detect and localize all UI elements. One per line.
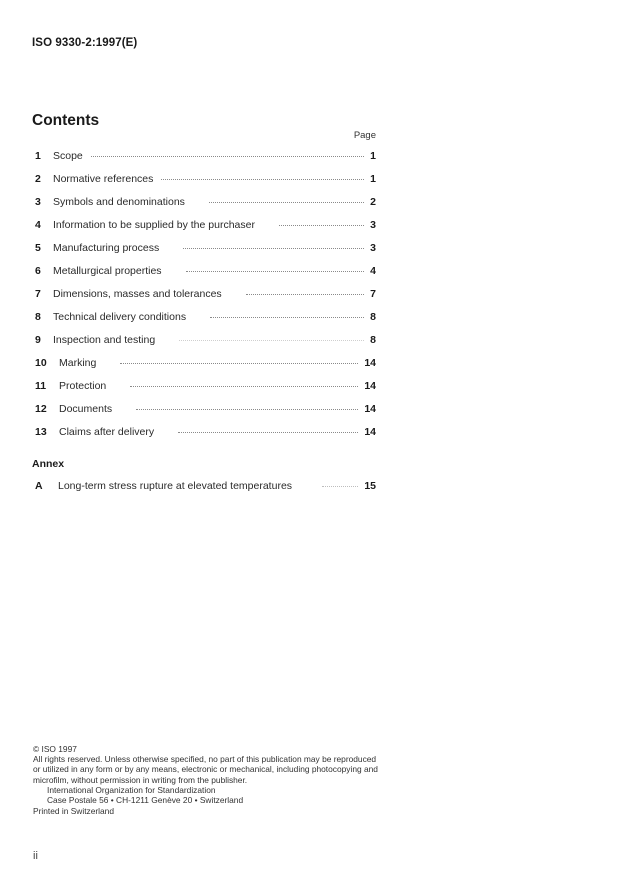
toc-entry-page: 14 bbox=[364, 357, 376, 369]
dot-leader bbox=[210, 317, 364, 318]
toc-entry-page: 4 bbox=[370, 265, 376, 277]
toc-entry-11[interactable] bbox=[35, 380, 376, 403]
annex-heading: Annex bbox=[32, 458, 65, 470]
toc-entry-number: 8 bbox=[35, 311, 41, 323]
document-id: ISO 9330-2:1997(E) bbox=[32, 37, 138, 49]
toc-entry-page: 14 bbox=[364, 380, 376, 392]
toc-entry-13[interactable] bbox=[35, 426, 376, 449]
dot-leader bbox=[179, 340, 364, 341]
toc-entry-page: 1 bbox=[370, 173, 376, 185]
toc-entry-8[interactable] bbox=[35, 311, 376, 334]
toc-entry-2[interactable] bbox=[35, 173, 376, 196]
copyright-line: © ISO 1997 bbox=[33, 744, 77, 754]
toc-entry-annex-a[interactable] bbox=[35, 480, 376, 503]
toc-entry-number: 13 bbox=[35, 426, 47, 438]
organization-address: Case Postale 56 • CH-1211 Genève 20 • Switzerland bbox=[47, 795, 244, 806]
toc-entry-number: 1 bbox=[35, 150, 41, 162]
toc-entry-number: 4 bbox=[35, 219, 41, 231]
toc-entry-page: 2 bbox=[370, 196, 376, 208]
toc-entry-page: 15 bbox=[364, 480, 376, 492]
toc-entry-title: Information to be supplied by the purchaser bbox=[53, 219, 255, 231]
rights-text: All rights reserved. Unless otherwise specified, no part of this publication may be reproduced bbox=[33, 754, 377, 765]
toc-entry-title: Technical delivery conditions bbox=[53, 311, 187, 323]
toc-entry-title: Scope bbox=[53, 150, 83, 162]
printed-location: Printed in Switzerland bbox=[33, 806, 114, 817]
toc-entry-page: 3 bbox=[370, 219, 376, 231]
toc-entry-6[interactable] bbox=[35, 265, 376, 288]
toc-entry-page: 3 bbox=[370, 242, 376, 254]
organization-name: International Organization for Standardization bbox=[47, 784, 216, 795]
copyright-notice bbox=[33, 744, 379, 816]
dot-leader bbox=[246, 294, 364, 295]
dot-leader bbox=[136, 409, 358, 410]
rights-text: or utilized in any form or by any means, electronic or mechanical, including photocopying and bbox=[33, 764, 378, 775]
toc-entry-4[interactable] bbox=[35, 219, 376, 242]
toc-entry-title: Manufacturing process bbox=[53, 242, 160, 254]
toc-entry-number: 11 bbox=[35, 380, 47, 392]
dot-leader bbox=[322, 486, 358, 487]
annex-table-of-contents bbox=[35, 480, 376, 503]
dot-leader bbox=[279, 225, 364, 226]
toc-entry-number: 5 bbox=[35, 242, 41, 254]
toc-entry-1[interactable] bbox=[35, 150, 376, 173]
toc-entry-title: Inspection and testing bbox=[53, 334, 156, 346]
toc-entry-page: 1 bbox=[370, 150, 376, 162]
toc-entry-number: A bbox=[35, 480, 43, 492]
toc-entry-10[interactable] bbox=[35, 357, 376, 380]
toc-entry-number: 12 bbox=[35, 403, 47, 415]
dot-leader bbox=[130, 386, 358, 387]
toc-entry-title: Metallurgical properties bbox=[53, 265, 162, 277]
toc-entry-title: Symbols and denominations bbox=[53, 196, 185, 208]
toc-entry-title: Normative references bbox=[53, 173, 154, 185]
toc-entry-page: 8 bbox=[370, 334, 376, 346]
toc-entry-5[interactable] bbox=[35, 242, 376, 265]
toc-entry-page: 7 bbox=[370, 288, 376, 300]
dot-leader bbox=[183, 248, 364, 249]
toc-entry-page: 8 bbox=[370, 311, 376, 323]
toc-entry-title: Long-term stress rupture at elevated temperatures bbox=[58, 480, 293, 492]
toc-entry-title: Documents bbox=[59, 403, 113, 415]
toc-entry-number: 10 bbox=[35, 357, 47, 369]
toc-entry-number: 7 bbox=[35, 288, 41, 300]
page-column-label: Page bbox=[353, 130, 376, 141]
toc-entry-number: 9 bbox=[35, 334, 41, 346]
toc-entry-title: Marking bbox=[59, 357, 97, 369]
toc-entry-title: Claims after delivery bbox=[59, 426, 155, 438]
toc-entry-page: 14 bbox=[364, 426, 376, 438]
toc-entry-title: Protection bbox=[59, 380, 107, 392]
dot-leader bbox=[178, 432, 358, 433]
dot-leader bbox=[120, 363, 358, 364]
toc-entry-title: Dimensions, masses and tolerances bbox=[53, 288, 222, 300]
table-of-contents bbox=[35, 150, 376, 449]
dot-leader bbox=[91, 156, 364, 157]
dot-leader bbox=[161, 179, 364, 180]
page-number: ii bbox=[33, 850, 38, 862]
contents-heading: Contents bbox=[32, 112, 100, 129]
toc-entry-number: 3 bbox=[35, 196, 41, 208]
rights-text: microfilm, without permission in writing from the publisher. bbox=[33, 774, 248, 785]
toc-entry-7[interactable] bbox=[35, 288, 376, 311]
toc-entry-page: 14 bbox=[364, 403, 376, 415]
toc-entry-number: 2 bbox=[35, 173, 41, 185]
toc-entry-9[interactable] bbox=[35, 334, 376, 357]
toc-entry-12[interactable] bbox=[35, 403, 376, 426]
dot-leader bbox=[186, 271, 365, 272]
dot-leader bbox=[209, 202, 364, 203]
toc-entry-number: 6 bbox=[35, 265, 41, 277]
toc-entry-3[interactable] bbox=[35, 196, 376, 219]
